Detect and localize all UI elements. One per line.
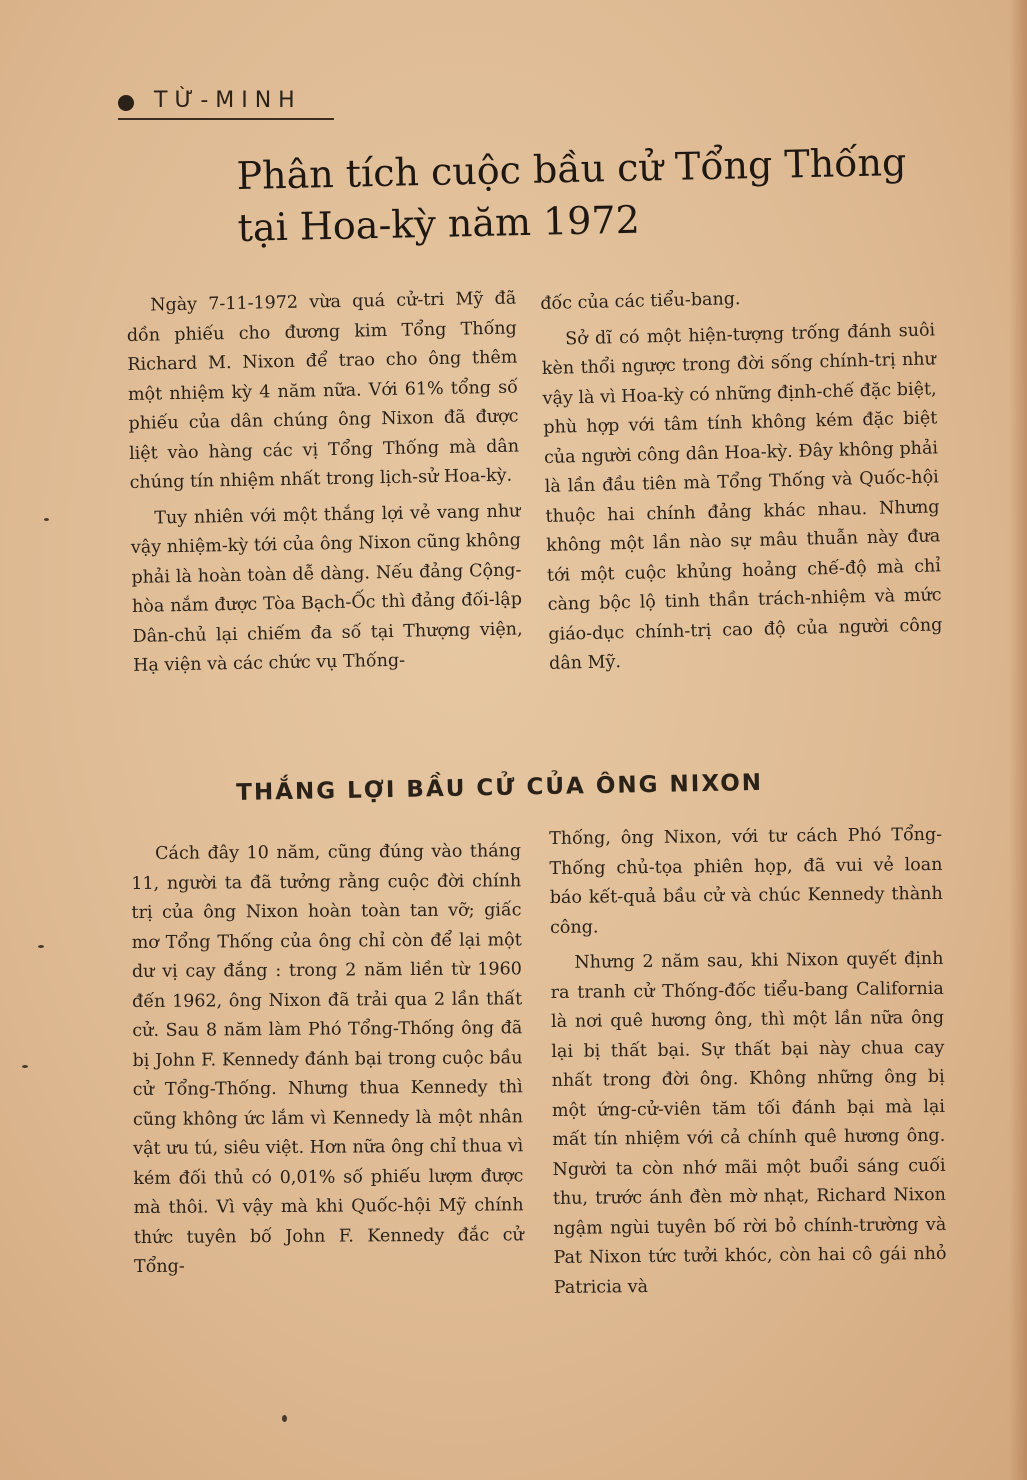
paper-speck	[44, 518, 49, 521]
section1-column-right	[540, 280, 944, 685]
section2-column-right	[549, 821, 947, 1309]
bullet-icon	[118, 95, 134, 111]
paper-speck	[282, 1415, 287, 1422]
paragraph: Sở dĩ có một hiện-tượng trống đánh suôi kèn thổi ngược trong đời sống chính-trị như vậy là vì Hoa-kỳ có những định-chế đặc biệt, phù hợp với tâm tính không kém đặc biệt của người công dân Hoa-kỳ. Đây không phải là lần đầu tiên mà Tổng Thống và Quốc-hội thuộc hai chính đảng khác nhau. Nhưng không một lần nào sự mâu thuẫn này đưa tới một cuộc khủng hoảng chế-độ mà chỉ càng bộc lộ tinh thần trách-nhiệm và mức giáo-dục chính-trị cao độ của người công dân Mỹ.	[541, 319, 943, 674]
paragraph: Cách đây 10 năm, cũng đúng vào tháng 11, người ta đã tưởng rằng cuộc đời chính trị của ông Nixon hoàn toàn tan vỡ; giấc mơ Tổng Thống của ông chỉ còn để lại một dư vị cay đắng : trong 2 năm liền từ 1960 đến 1962, ông Nixon đã trải qua 2 lần thất cử. Sau 8 năm làm Phó Tổng-Thống ông đã bị John F. Kennedy đánh bại trong cuộc bầu cử Tổng-Thống. Nhưng thua Kennedy thì cũng không ức lắm vì Kennedy là một nhân vật ưu tú, siêu việt. Hơn nữa ông chỉ thua vì kém đối thủ có 0,01% số phiếu lượm được mà thôi. Vì vậy mà khi Quốc-hội Mỹ chính thức tuyên bố John F. Kennedy đắc cử Tổng-	[131, 841, 524, 1277]
section2-column-left	[131, 837, 524, 1288]
paragraph: Tuy nhiên với một thắng lợi vẻ vang như vậy nhiệm-kỳ tới của ông Nixon cũng không phải là hoàn toàn dễ dàng. Nếu đảng Cộng-hòa nắm được Tòa Bạch-Ốc thì đảng đối-lập Dân-chủ lại chiếm đa số tại Thượng viện, Hạ viện và các chức vụ Thống-	[130, 500, 523, 676]
paragraph-continuation: Thống, ông Nixon, với tư cách Phó Tổng-Thống chủ-tọa phiên họp, đã vui vẻ loan báo kết-quả bầu cử và chúc Kennedy thành công.	[549, 824, 943, 938]
paper-speck	[22, 1065, 28, 1068]
paragraph: Nhưng 2 năm sau, khi Nixon quyết định ra tranh cử Thống-đốc tiểu-bang California là nơi quê hương ông, thì một lần nữa ông lại bị thất bại. Sự thất bại này chua cay nhất trong đời ông. Không những ông bị một ứng-cử-viên tăm tối đánh bại mà lại mất tín nhiệm với cả chính quê hương ông. Người ta còn nhớ mãi một buổi sáng cuối thu, trước ánh đèn mờ nhạt, Richard Nixon ngậm ngùi tuyên bố rời bỏ chính-trường và Pat Nixon tức tưởi khóc, còn hai cô gái nhỏ Patricia và	[550, 948, 947, 1298]
article-title: Phân tích cuộc bầu cử Tổng Thống tại Hoa-kỳ năm 1972	[236, 139, 907, 250]
paper-speck	[38, 945, 44, 948]
section1-column-left	[126, 285, 524, 688]
section-heading: THẮNG LỢI BẦU CỬ CỦA ÔNG NIXON	[236, 769, 764, 806]
page-edge-shadow	[1009, 0, 1027, 1480]
paragraph: Ngày 7-11-1972 vừa quá cử-tri Mỹ đã dồn phiếu cho đương kim Tổng Thống Richard M. Nixon để trao cho ông thêm một nhiệm kỳ 4 năm nữa. Với 61% tổng số phiếu của dân chúng ông Nixon đã được liệt vào hàng các vị Tổng Thống mà dân chúng tín nhiệm nhất trong lịch-sử Hoa-kỳ.	[126, 288, 520, 493]
author-name: TỪ-MINH	[154, 87, 302, 113]
paragraph-continuation: đốc của các tiểu-bang.	[540, 289, 741, 314]
author-byline	[118, 82, 334, 120]
